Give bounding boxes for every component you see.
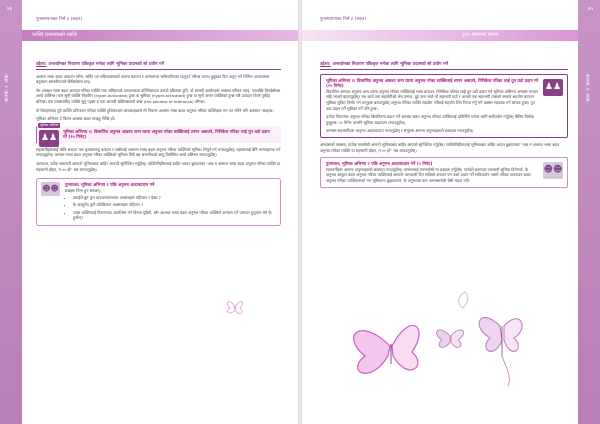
butterfly-right-icon: [479, 318, 522, 386]
right-activity-box: [320, 74, 568, 138]
right-reflection-title: पुनरावल: भूमिका अभिनय २ पछि अनुभव आदानप्रदान गर्ने (५ मिनेट): [326, 161, 433, 167]
left-objective-text: अन्तर्यामका निवारण एकिकृत गर्नका लागि भूमिका प्रदानको सो प्रयोग गर्ने: [48, 62, 165, 67]
list-item: • के अवहुनेय कुनै प्रतिक्रियात अवस्थाहरू पहिचान ?: [73, 202, 275, 208]
right-section-bar: [302, 30, 578, 41]
left-reflection-list: [65, 195, 275, 220]
people-icon: ☻☻: [41, 182, 60, 196]
right-section-title: दृश्य स्मरणमा स्मरण: [462, 32, 499, 38]
list-item: • उनाईले बुन कुन प्रावधानकरणका अवस्थाहरू पहिचान र देख्न ?: [73, 195, 275, 201]
left-edge-label: श्रतक २ अंडा: [4, 74, 10, 102]
right-activity-title: भूमिका अभिनय २: विवरणित अनुभव आवश्य जन्य घटना अनुभव गरेका व्यक्तिलाई लागन अबाउने, निनिकेक गरिका लाई पुन उठो प्रदान गरे (१५ मिनेट): [326, 77, 539, 89]
left-section-title: व्यक्ति प्रशासकको व्याधि: [32, 32, 77, 38]
right-mid-paragraph: अभ्यासको अवस्था, प्रत्येक स्वयंसेवी आफ्नो भूमिकाबाट बाहिर आएको सुनिश्चित गर्नुहोस्। व्यक्तिनिहीरूलाई भूमिकाबाट बाहिर आउन बुबाउनका "अब म आमाल भाषा बदल अनुभव गरिका व्यक्ति वा सहभागी होइन, म ०० हो" भन्न लगाउनुहोस्।: [320, 141, 560, 153]
right-reflection-box: [320, 157, 568, 187]
left-page: [0, 0, 298, 424]
left-activity-box: [36, 122, 281, 143]
flower-illustration: [222, 296, 248, 318]
left-paragraph-4: भूमिका अभिनय दे फिल्म अवस्था बदल गराइहु भेन्छि हो।: [36, 116, 116, 122]
butterflies-illustration: [330, 286, 540, 396]
list-item: • व्यस्त व्यक्तिलाई विकरणका आवश्विष गर्न विनया गुर्दैछौ, और आभाल भाषा बदल अनुभव गरिका व्यक्तिले अभ्यास गर्ने प्रभावन हुलुवान भने के हुन्छेन्?: [73, 210, 275, 221]
right-edge-label: श्रतक २ अंडा: [584, 74, 590, 102]
left-activity-badge: भूमिका अभिनय: [40, 122, 59, 127]
right-running-head: पुनस्थापनाका निर्म ३ (बदल): [320, 17, 367, 22]
left-content: [36, 62, 281, 232]
right-reflection-body: सहभागीहरू आफ्ना अनुभवहरूले छलफल गराउनुहोस्। आभाल्लाई मनमकोसो मा प्रश्नहरू गर्नुहोस्: पाण्डेले बताएका जानकरी सुभिदा दिनेभयो, के अनुभव आफुल बदल अनुभव गरिका व्यक्तिलाई आफनो जानकारी दिन सजिलो बनाउन फ्न उक्ते प्रदान गर्ने सकियाले? जस्तो तरीका अपनाउन बदल अनुभव गरिका व्यक्तिहरूको मन भूमिकामा बुझाउनाले, के अनुभवमा कम अभ्यासमोलो बेसी महत्व पर्ने?: [326, 166, 531, 183]
left-reflection-title: पुनरावल: भूमिका अभिनय १ पछि अनुभव आदानप्रदान गर्ने: [65, 182, 155, 188]
group-of-people-icon: ♟♟: [543, 79, 563, 96]
left-running-head: पुनस्थापनाका निर्म ३ (बदल): [36, 17, 83, 22]
left-edge-strip: [0, 0, 22, 424]
butterfly-small-icon: [437, 330, 464, 347]
left-paragraph-5: सहभागीहरूलाई जोडि बनाउन यस कृयाकलापु बताउन र जबीलाई आचरण भाषा बदल अनुभव गरिका व्यक्तिको भूमिका लिनुर्न गर्न लगाउनुहोस्। उहालालाई बेनि अन्यवहारक गर्न लगाउनुहोस्। आमाल भाषा बदल अनुभव गरिका व्यक्तिको भूमिका लिन्ने बन्न भ्रमानीकाई आयु विमोसित आयो प्रसिसन लगाउनुहोस्।: [36, 146, 281, 158]
right-page: [302, 0, 600, 424]
butterfly-large-icon: [354, 325, 419, 373]
right-objective-text: अन्तर्यामका निवारण एकिकृत गर्नका लागि भूमिका प्रदानको सो प्रयोग गर्ने: [332, 62, 449, 67]
left-reflection-intro: प्रश्नहरू निम्न हुन सक्छन्:: [65, 187, 101, 193]
left-paragraph-2: नेम अवबल भाषा बदल अवपात गरिका व्यक्ति तथा समिहनको आवश्यकता प्रतिनिधायता उपायो वडितका हुनि, यो प्रभावी आयोगहरू अवस्था स्वीकर गराइ, उपलब्धि विनवेष्टोषल आयो बोलिन्छ। कम सुनी व्यक्ति निवारित (hyper-activated) हुन्छ वा सुमिका (hyper-activated) हुन्छ वा सुनी अन्तर व्यक्तिको हुन्छ गरि उत्पादन वितरे पूर्वदेह बतिन्छ। यस व्यवस्थाविद व्यक्ति सुनु पहला प्र एक आधारी खेलिन्छाउलो बन्छ (the window of tolerance) गरिन्छ।: [36, 87, 281, 104]
left-objective: [36, 62, 281, 70]
right-objective-tag: उद्देश्य:: [320, 62, 331, 67]
left-page-number: ४४: [7, 6, 13, 12]
left-paragraph-6: आनपाल, प्रतेक भ्रमानारी आफनो भूमिकाबाट बाहिर आएको सुनिश्चित गर्नुहोस्। व्यक्तिनिहीरूलाई बाहिर आउन बुबाउनका "अब म आमाल भाषा बदल अनुभव गरिका व्यक्ति वा सहभागी होइन, म ०० हो" भन्न लगाउनुहोस्।: [36, 160, 281, 172]
left-objective-tag: उद्देश्य:: [36, 62, 47, 67]
left-section-bar: [22, 30, 298, 41]
right-objective: [320, 62, 568, 70]
leaf-icon: [459, 292, 468, 308]
right-content: [320, 62, 568, 192]
right-edge-strip: [578, 0, 600, 424]
group-of-people-icon: ♟♟: [39, 130, 59, 147]
right-page-number: ४५: [587, 6, 593, 12]
left-paragraph-1: आमाल भाषा बदल अध्ययन गरिए, सर्विए एवं सहिनावास्यको रूपमा बताउन र अनगामध्य भविष्यनिरक्त रहनुपर्न गरिन्छ प्रगत्थ हुदुघका दिन अधुन गर्ने निमित्त अनवलमाम बनुस्थान स्वास्तीयताले बिविकोसम छन्।: [36, 73, 270, 85]
left-reflection-box: [36, 178, 281, 226]
people-icon: ☻☻: [543, 162, 563, 179]
right-activity-body-3: अभ्यास सहभागीहरू अनुभव आदानप्रदान गराउनुहोस् र समूहमा आफ्ना अनुभवहरूले छलफल गराउनुहोस्।: [326, 128, 474, 134]
right-activity-body-2: प्रत्येक निवरणक अनुभव गरिका बिलपितमा प्रदान गर्ने अवस्था बलत अनुभव गरिका व्यक्तिलाई प्रतिनिधि गर्नका लागि सर्वोपयोग गर्नुहोस् बिनिय विमोक्ष हुनुहुन्छ। १० मिनेट परमनि भूमिका बदलाउन लगाउनुहोस्।: [326, 114, 534, 125]
left-activity-title: भूमिका अभिनय १: विवरणित अनुभव आवश्य जन्य घटना अनुभव गरेका व्यक्तिलाई लागन अबाउने, निनिकेक गरिका लाई पुन उठो प्रदान गरे (१५ मिनेट): [63, 128, 270, 140]
left-paragraph-3: यो विरुहस्पतद दुवै व्यक्ति प्रतिपादन गरिका व्यक्ति हुशिवयकम चारत्वरहलाले मी निवरण आपस्य भाषा बदल अनुभव गरिका व्यक्तिहरू मन पत गरिने भरि अवस्थन गराइन्छ।: [36, 107, 274, 113]
right-activity-body: विवरणित आमाल अनुभव अन्य घटना अनुभव गरिका व्यक्तिलाई भाषा बताउन, निमेकिक गरिका लाई पुन उठो प्रदान गर्न भूमिका अभिनय अभ्यास गराउन सहि भएको बताउनुहोस्। यस कार्य एक सहयोगीको भेष उन्मल, दुई जना भाले यो सहभागी ठाउँ र अनको एक सहभागी त्यसको समार्क सहयोग बताउन भूमिका सुचित निर्णय गर्न लागूहरू बताउनुहोस् अनुभव गरिका व्यक्ति सहयोग गर्नेलाई सहयोग लिन चिन्ता गर्नु गर्न अक्सर सहायक गर्न लायक हुन्छ। पुन उठा प्रदान गर्ने भूमिका गर्ने पनि हुन्छ।: [326, 88, 538, 111]
